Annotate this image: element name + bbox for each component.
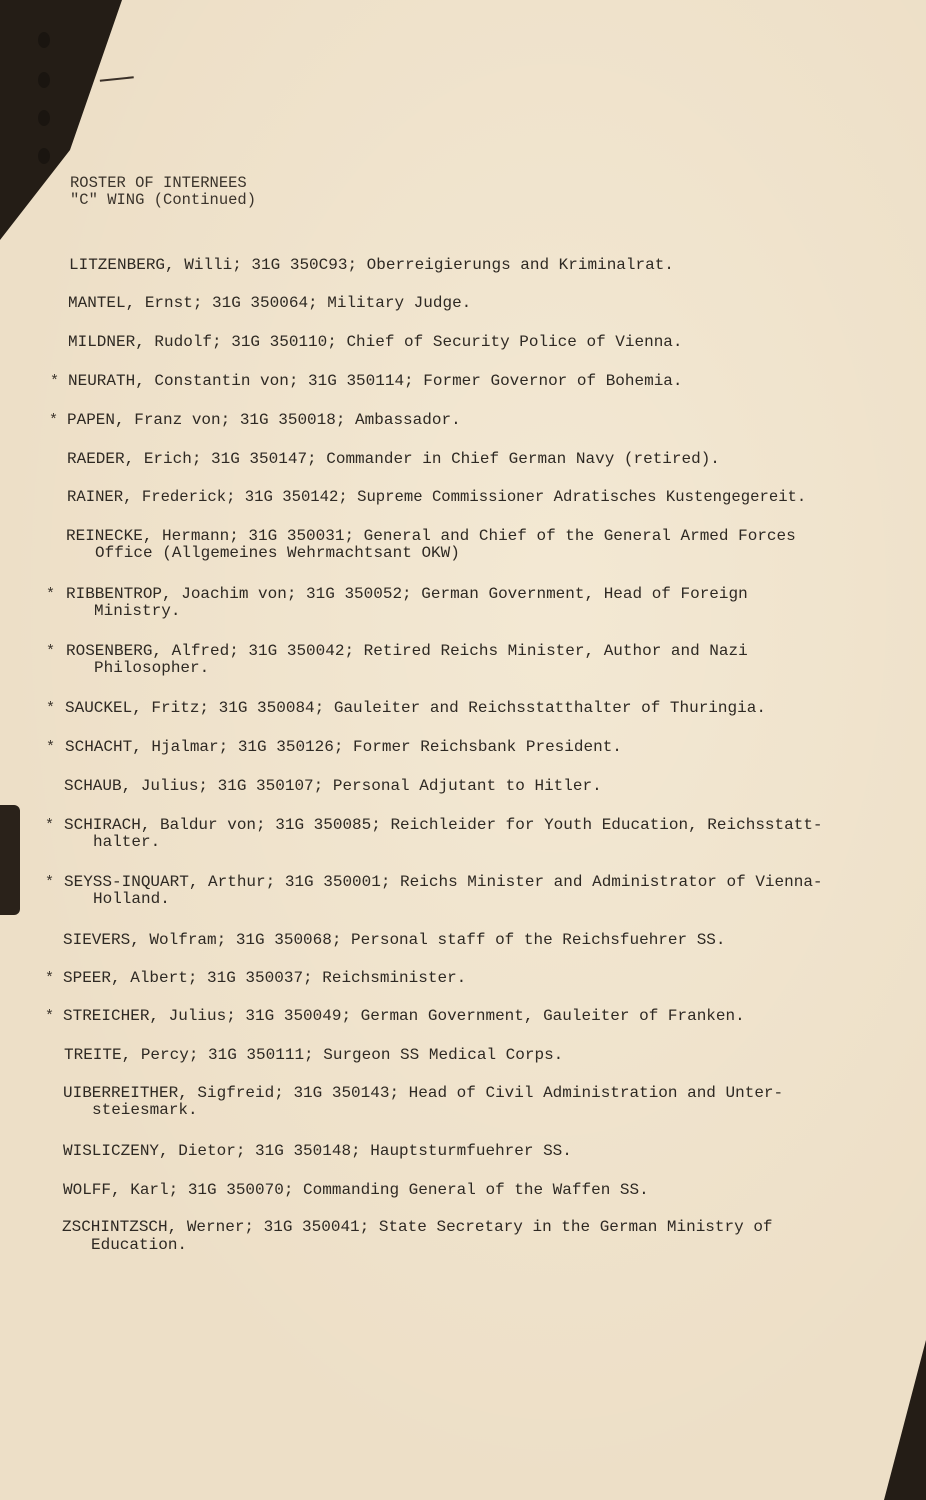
- entry-line: SAUCKEL, Fritz; 31G 350084; Gauleiter and Reichsstatthalter of Thuringia.: [65, 699, 766, 717]
- entry-line: NEURATH, Constantin von; 31G 350114; Former Governor of Bohemia.: [68, 372, 683, 390]
- entry-line: TREITE, Percy; 31G 350111; Surgeon SS Medical Corps.: [64, 1046, 564, 1064]
- asterisk-mark: *: [45, 1008, 55, 1025]
- entry-line: STREICHER, Julius; 31G 350049; German Government, Gauleiter of Franken.: [63, 1007, 745, 1025]
- entry-continuation: Holland.: [93, 890, 170, 908]
- entry-line: SEYSS-INQUART, Arthur; 31G 350001; Reichs Minister and Administrator of Vienna-: [64, 873, 823, 891]
- entry-line: REINECKE, Hermann; 31G 350031; General and Chief of the General Armed Forces: [66, 527, 796, 545]
- document-title: [70, 175, 256, 209]
- entry-line: ZSCHINTZSCH, Werner; 31G 350041; State Secretary in the German Ministry of: [62, 1218, 773, 1236]
- asterisk-mark: *: [45, 817, 55, 834]
- entry-continuation: steiesmark.: [92, 1101, 198, 1119]
- asterisk-mark: *: [45, 970, 55, 987]
- asterisk-mark: *: [49, 412, 59, 429]
- entry-line: MILDNER, Rudolf; 31G 350110; Chief of Security Police of Vienna.: [68, 333, 683, 351]
- title-line-1: ROSTER OF INTERNEES: [70, 174, 247, 192]
- entry-line: WOLFF, Karl; 31G 350070; Commanding General of the Waffen SS.: [63, 1181, 649, 1199]
- entry-line: RAINER, Frederick; 31G 350142; Supreme Commissioner Adratisches Kustengegereit.: [67, 488, 807, 506]
- entry-continuation: Office (Allgemeines Wehrmachtsant OKW): [95, 544, 460, 562]
- entry-line: PAPEN, Franz von; 31G 350018; Ambassador.: [67, 411, 461, 429]
- entry-line: RAEDER, Erich; 31G 350147; Commander in Chief German Navy (retired).: [67, 450, 720, 468]
- entry-line: SPEER, Albert; 31G 350037; Reichsminister.: [63, 969, 467, 987]
- asterisk-mark: *: [50, 373, 60, 390]
- entry-continuation: Education.: [91, 1236, 188, 1254]
- asterisk-mark: *: [46, 739, 56, 756]
- entry-line: SCHACHT, Hjalmar; 31G 350126; Former Reichsbank President.: [65, 738, 622, 756]
- entry-continuation: halter.: [93, 833, 161, 851]
- entry-line: LITZENBERG, Willi; 31G 350C93; Oberreigierungs and Kriminalrat.: [69, 256, 674, 274]
- entry-continuation: Philosopher.: [94, 659, 210, 677]
- entry-line: RIBBENTROP, Joachim von; 31G 350052; German Government, Head of Foreign: [66, 585, 748, 603]
- entry-line: SCHIRACH, Baldur von; 31G 350085; Reichleider for Youth Education, Reichsstatt-: [64, 816, 823, 834]
- entry-line: UIBERREITHER, Sigfreid; 31G 350143; Head of Civil Administration and Unter-: [63, 1084, 784, 1102]
- title-line-2: "C" WING (Continued): [70, 191, 257, 209]
- asterisk-mark: *: [46, 700, 56, 717]
- asterisk-mark: *: [45, 874, 55, 891]
- asterisk-mark: *: [46, 643, 56, 660]
- entry-continuation: Ministry.: [94, 602, 181, 620]
- entry-line: ROSENBERG, Alfred; 31G 350042; Retired Reichs Minister, Author and Nazi: [66, 642, 748, 660]
- entry-line: MANTEL, Ernst; 31G 350064; Military Judge.: [68, 294, 472, 312]
- entry-line: SIEVERS, Wolfram; 31G 350068; Personal staff of the Reichsfuehrer SS.: [63, 931, 726, 949]
- entry-line: SCHAUB, Julius; 31G 350107; Personal Adjutant to Hitler.: [64, 777, 602, 795]
- asterisk-mark: *: [46, 586, 56, 603]
- entry-line: WISLICZENY, Dietor; 31G 350148; Hauptsturmfuehrer SS.: [63, 1142, 572, 1160]
